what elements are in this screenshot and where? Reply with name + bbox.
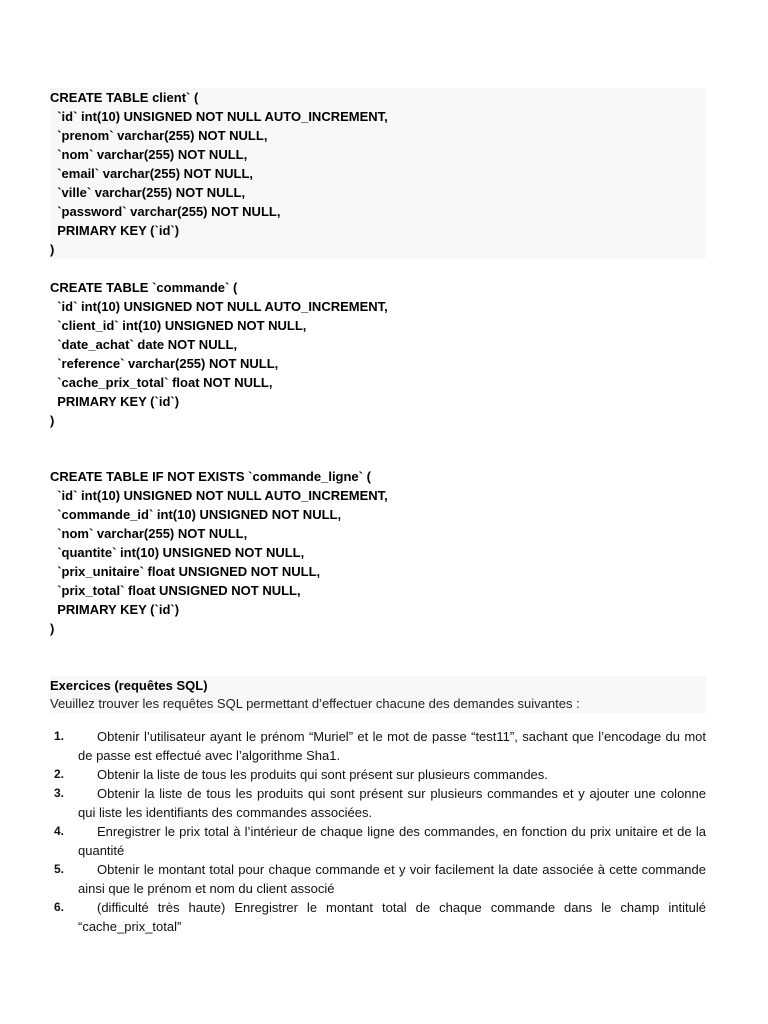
sql-line: `reference` varchar(255) NOT NULL, [50,356,279,371]
sql-create-commande-ligne [50,467,706,638]
sql-line: `prix_unitaire` float UNSIGNED NOT NULL, [50,564,321,579]
sql-line: PRIMARY KEY (`id`) [50,602,180,617]
sql-line: ) [50,621,55,636]
sql-line: CREATE TABLE `commande` ( [50,280,238,295]
exercise-list [50,727,706,936]
sql-line: `id` int(10) UNSIGNED NOT NULL AUTO_INCREMENT, [50,299,388,314]
list-item-text: Enregistrer le prix total à l’intérieur de chaque ligne des commandes, en fonction du prix unitaire et de la quantité [78,824,706,858]
list-item-number: 1. [54,729,65,743]
sql-line: `quantite` int(10) UNSIGNED NOT NULL, [50,545,305,560]
sql-line: `password` varchar(255) NOT NULL, [50,204,281,219]
sql-line: ) [50,413,55,428]
sql-line: `prix_total` float UNSIGNED NOT NULL, [50,583,301,598]
list-item [50,860,706,898]
sql-line: `id` int(10) UNSIGNED NOT NULL AUTO_INCREMENT, [50,109,388,124]
sql-line: `nom` varchar(255) NOT NULL, [50,147,248,162]
sql-line: PRIMARY KEY (`id`) [50,394,180,409]
list-item [50,822,706,860]
exercises-intro: Veuillez trouver les requêtes SQL permettant d’effectuer chacune des demandes suivantes : [50,696,580,711]
list-item-text: Obtenir le montant total pour chaque commande et y voir facilement la date associée à cette commande ainsi que le prénom et nom du client associé [78,862,706,896]
sql-line: `cache_prix_total` float NOT NULL, [50,375,273,390]
sql-line: `date_achat` date NOT NULL, [50,337,238,352]
sql-create-client [50,88,706,259]
sql-line: CREATE TABLE client` ( [50,90,199,105]
sql-create-commande [50,278,706,430]
list-item-number: 5. [54,862,65,876]
sql-line: CREATE TABLE IF NOT EXISTS `commande_ligne` ( [50,469,371,484]
sql-line: `prenom` varchar(255) NOT NULL, [50,128,268,143]
list-item [50,784,706,822]
list-item-number: 4. [54,824,65,838]
list-item [50,727,706,765]
list-item-number: 2. [54,767,65,781]
exercises-title: Exercices (requêtes SQL) [50,678,208,693]
sql-line: ) [50,242,55,257]
list-item-text: Obtenir la liste de tous les produits qui sont présent sur plusieurs commandes. [97,767,548,782]
sql-line: `id` int(10) UNSIGNED NOT NULL AUTO_INCREMENT, [50,488,388,503]
exercises-header [50,676,706,713]
list-item-text: Obtenir la liste de tous les produits qui sont présent sur plusieurs commandes et y ajouter une colonne qui liste les identifiants des commandes associées. [78,786,706,820]
list-item [50,765,706,784]
sql-line: `ville` varchar(255) NOT NULL, [50,185,246,200]
sql-line: `nom` varchar(255) NOT NULL, [50,526,248,541]
sql-line: `client_id` int(10) UNSIGNED NOT NULL, [50,318,307,333]
list-item [50,898,706,936]
list-item-number: 6. [54,900,65,914]
sql-line: `email` varchar(255) NOT NULL, [50,166,253,181]
sql-line: PRIMARY KEY (`id`) [50,223,180,238]
list-item-text: Obtenir l’utilisateur ayant le prénom “Muriel” et le mot de passe “test11”, sachant que l’encodage du mot de passe est effectué avec l’algorithme Sha1. [78,729,706,763]
sql-line: `commande_id` int(10) UNSIGNED NOT NULL, [50,507,342,522]
list-item-text: (difficulté très haute) Enregistrer le montant total de chaque commande dans le champ intitulé “cache_prix_total” [78,900,706,934]
list-item-number: 3. [54,786,65,800]
